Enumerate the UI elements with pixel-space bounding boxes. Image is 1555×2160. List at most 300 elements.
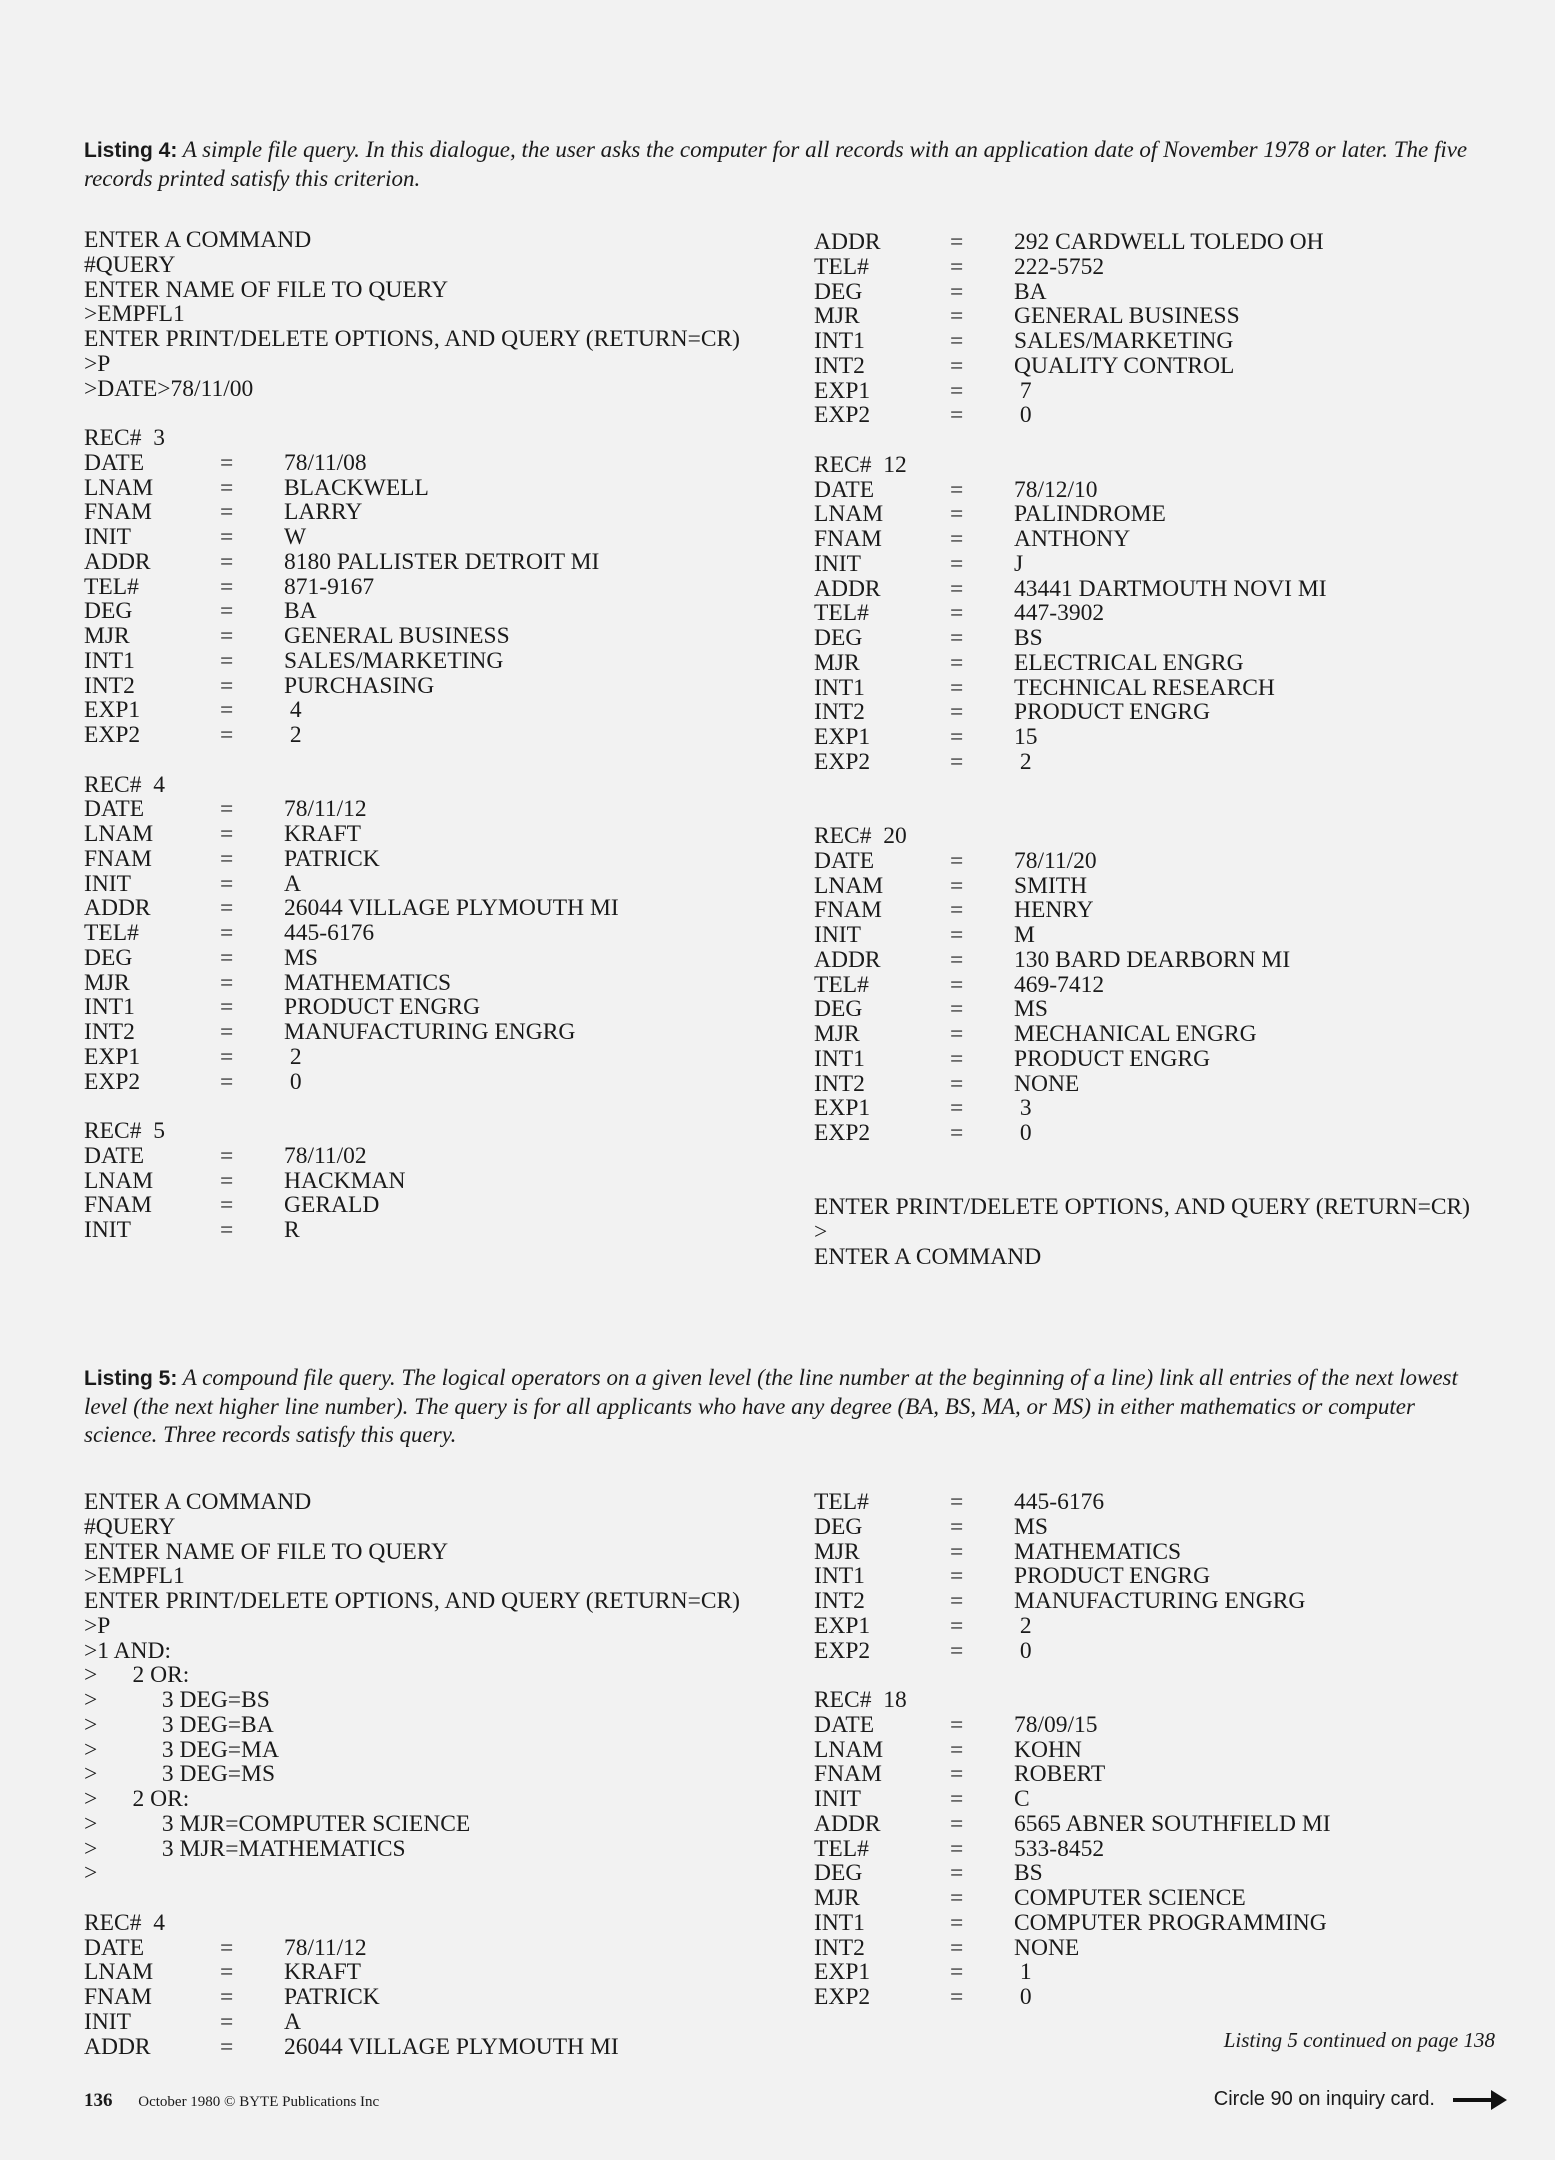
- field-name: INT2: [814, 1934, 865, 1961]
- equals-sign: =: [220, 845, 234, 872]
- field-name: EXP1: [814, 1095, 871, 1122]
- equals-sign: =: [950, 377, 964, 404]
- field-value: C: [1014, 1786, 1030, 1812]
- equals-sign: =: [950, 625, 964, 651]
- field-value: PRODUCT ENGRG: [1014, 1045, 1211, 1072]
- field-name: DATE: [84, 1934, 145, 1961]
- record-field-row: [814, 700, 1514, 725]
- field-name: ADDR: [814, 575, 881, 602]
- equals-sign: =: [950, 674, 964, 701]
- record-field-row: [814, 725, 1514, 750]
- equals-sign: =: [220, 796, 234, 823]
- equals-sign: =: [220, 499, 234, 526]
- field-name: MJR: [84, 623, 130, 649]
- field-name: FNAM: [84, 845, 152, 872]
- field-value: 26044 VILLAGE PLYMOUTH MI: [284, 895, 619, 922]
- field-value: 78/11/12: [284, 796, 367, 823]
- record-field-row: [84, 1020, 784, 1045]
- equals-sign: =: [950, 1120, 964, 1146]
- listing-line: > 3 DEG=BS: [84, 1687, 270, 1713]
- field-name: MJR: [814, 303, 860, 330]
- record-field-row: [814, 626, 1514, 651]
- listing-line: REC# 12: [814, 451, 907, 478]
- field-name: TEL#: [84, 573, 139, 600]
- field-value: BA: [1014, 278, 1047, 305]
- equals-sign: =: [950, 600, 964, 627]
- field-value: 871-9167: [284, 573, 375, 600]
- field-name: DEG: [84, 598, 133, 625]
- equals-sign: =: [950, 501, 964, 528]
- record-field-row: [814, 502, 1514, 527]
- field-value: 6565 ABNER SOUTHFIELD MI: [1014, 1810, 1331, 1837]
- equals-sign: =: [220, 697, 234, 724]
- equals-sign: =: [950, 1984, 964, 2010]
- record-field-row: [814, 1861, 1514, 1886]
- record-field-row: [84, 599, 784, 624]
- field-value: PATRICK: [284, 1984, 380, 2010]
- field-name: LNAM: [814, 1736, 884, 1763]
- record-field-row: [814, 527, 1514, 552]
- equals-sign: =: [220, 1142, 234, 1169]
- record-field-row: [814, 948, 1514, 973]
- field-name: DEG: [814, 625, 863, 651]
- field-value: 0: [1014, 402, 1032, 429]
- listing5-left-column: [84, 1490, 784, 2059]
- field-name: EXP2: [814, 1637, 871, 1664]
- listing5-label: Listing 5:: [84, 1367, 178, 1390]
- listing-line: >EMPFL1: [84, 1563, 185, 1590]
- listing-line: ENTER PRINT/DELETE OPTIONS, AND QUERY (RETURN=CR): [84, 1588, 741, 1614]
- equals-sign: =: [950, 649, 964, 676]
- record-field-row: [84, 723, 784, 748]
- field-name: INT1: [814, 1563, 865, 1590]
- field-value: ELECTRICAL ENGRG: [1014, 649, 1244, 676]
- record-field-row: [814, 1589, 1514, 1614]
- field-value: PRODUCT ENGRG: [1014, 699, 1211, 726]
- equals-sign: =: [950, 1489, 964, 1515]
- record-field-row: [84, 1070, 784, 1095]
- field-value: 130 BARD DEARBORN MI: [1014, 946, 1291, 973]
- equals-sign: =: [950, 1736, 964, 1763]
- equals-sign: =: [220, 920, 234, 946]
- field-value: GENERAL BUSINESS: [284, 623, 510, 649]
- field-name: DATE: [814, 1711, 875, 1738]
- listing4-text: A simple file query. In this dialogue, the user asks the computer for all records with an application date of November 1978 or later. The five records printed satisfy this criterion.: [84, 137, 1468, 191]
- listing-line: > 3 MJR=COMPUTER SCIENCE: [84, 1810, 471, 1837]
- field-value: TECHNICAL RESEARCH: [1014, 674, 1275, 701]
- listing-line: ENTER NAME OF FILE TO QUERY: [84, 1538, 449, 1565]
- record-field-row: [814, 1787, 1514, 1812]
- equals-sign: =: [220, 1192, 234, 1219]
- field-value: BA: [284, 598, 317, 625]
- field-name: DATE: [814, 847, 875, 874]
- listing5-right-column: [814, 1490, 1514, 2010]
- field-value: 0: [284, 1068, 302, 1095]
- listing-line: ENTER A COMMAND: [814, 1243, 1042, 1270]
- inquiry-text: Circle 90 on inquiry card.: [1213, 2088, 1435, 2110]
- equals-sign: =: [950, 699, 964, 726]
- field-value: KRAFT: [284, 1959, 362, 1986]
- record-field-row: [84, 1936, 784, 1961]
- record-field-row: [84, 525, 784, 550]
- equals-sign: =: [220, 449, 234, 476]
- field-value: 0: [1014, 1120, 1032, 1146]
- field-name: FNAM: [814, 526, 882, 552]
- field-name: DATE: [84, 796, 145, 823]
- field-name: INT2: [84, 672, 135, 699]
- field-name: EXP2: [814, 402, 871, 429]
- equals-sign: =: [950, 328, 964, 354]
- record-field-row: [814, 304, 1514, 329]
- equals-sign: =: [950, 1563, 964, 1590]
- field-name: INT2: [814, 352, 865, 379]
- record-field-row: [814, 1540, 1514, 1565]
- listing-line: > 2 OR:: [84, 1662, 190, 1689]
- record-field-row: [814, 1911, 1514, 1936]
- field-value: ANTHONY: [1014, 526, 1131, 552]
- field-name: MJR: [814, 649, 860, 676]
- record-field-row: [814, 1490, 1514, 1515]
- record-field-row: [84, 1045, 784, 1070]
- field-value: MECHANICAL ENGRG: [1014, 1021, 1257, 1047]
- field-name: ADDR: [814, 229, 881, 255]
- field-value: PRODUCT ENGRG: [1014, 1563, 1211, 1590]
- record-field-row: [814, 601, 1514, 626]
- equals-sign: =: [950, 1095, 964, 1122]
- equals-sign: =: [950, 946, 964, 973]
- record-field-row: [814, 849, 1514, 874]
- equals-sign: =: [950, 1070, 964, 1097]
- record-field-row: [814, 1936, 1514, 1961]
- listing-line: ENTER A COMMAND: [84, 227, 312, 253]
- equals-sign: =: [220, 1984, 234, 2010]
- field-value: GERALD: [284, 1192, 380, 1219]
- footer-left: [84, 2090, 379, 2112]
- equals-sign: =: [950, 971, 964, 998]
- field-value: BS: [1014, 625, 1043, 651]
- equals-sign: =: [950, 1959, 964, 1986]
- equals-sign: =: [950, 229, 964, 255]
- field-name: TEL#: [84, 920, 139, 946]
- listing-line: #QUERY: [84, 251, 176, 278]
- equals-sign: =: [950, 1835, 964, 1862]
- equals-sign: =: [950, 1711, 964, 1738]
- equals-sign: =: [950, 897, 964, 924]
- equals-sign: =: [220, 1043, 234, 1070]
- field-name: INIT: [84, 524, 131, 550]
- equals-sign: =: [220, 2008, 234, 2035]
- equals-sign: =: [950, 402, 964, 429]
- record-field-row: [84, 1169, 784, 1194]
- field-name: DEG: [814, 1860, 863, 1887]
- field-value: W: [284, 524, 307, 550]
- record-field-row: [814, 676, 1514, 701]
- equals-sign: =: [950, 1612, 964, 1639]
- field-value: SALES/MARKETING: [1014, 328, 1234, 354]
- equals-sign: =: [950, 1885, 964, 1911]
- field-value: COMPUTER PROGRAMMING: [1014, 1909, 1327, 1936]
- field-name: EXP2: [84, 1068, 141, 1095]
- field-value: R: [284, 1217, 300, 1243]
- field-value: GENERAL BUSINESS: [1014, 303, 1240, 330]
- record-field-row: [814, 1812, 1514, 1837]
- equals-sign: =: [220, 1019, 234, 1045]
- equals-sign: =: [950, 922, 964, 948]
- listing4-label: Listing 4:: [84, 139, 178, 162]
- field-value: ROBERT: [1014, 1761, 1106, 1788]
- record-field-row: [814, 379, 1514, 404]
- equals-sign: =: [950, 1810, 964, 1837]
- field-name: INT2: [814, 1588, 865, 1614]
- field-name: DATE: [814, 476, 875, 503]
- blank-line: [814, 1663, 1514, 1688]
- equals-sign: =: [950, 1021, 964, 1047]
- record-field-row: [814, 1985, 1514, 2010]
- listing-line: ENTER PRINT/DELETE OPTIONS, AND QUERY (RETURN=CR): [84, 326, 741, 352]
- equals-sign: =: [220, 2033, 234, 2060]
- field-name: EXP2: [814, 1120, 871, 1146]
- record-field-row: [814, 874, 1514, 899]
- equals-sign: =: [950, 1934, 964, 1961]
- record-field-row: [814, 1738, 1514, 1763]
- field-name: TEL#: [814, 600, 869, 627]
- equals-sign: =: [950, 1860, 964, 1887]
- record-field-row: [814, 1515, 1514, 1540]
- field-value: 3: [1014, 1095, 1032, 1122]
- blank-line: [84, 748, 784, 773]
- equals-sign: =: [220, 969, 234, 996]
- equals-sign: =: [950, 278, 964, 305]
- field-name: FNAM: [84, 499, 152, 526]
- record-field-row: [84, 1218, 784, 1243]
- listing-line: > 3 DEG=MS: [84, 1761, 276, 1788]
- equals-sign: =: [220, 474, 234, 501]
- listing-line: >EMPFL1: [84, 301, 185, 328]
- equals-sign: =: [950, 1513, 964, 1540]
- blank-line: [84, 1094, 784, 1119]
- field-value: 2: [284, 1043, 302, 1070]
- field-value: 445-6176: [1014, 1489, 1105, 1515]
- listing-line: >DATE>78/11/00: [84, 375, 254, 402]
- field-name: INIT: [814, 1786, 861, 1812]
- field-value: 78/11/02: [284, 1142, 367, 1169]
- field-name: INT1: [814, 1909, 865, 1936]
- equals-sign: =: [950, 1761, 964, 1788]
- equals-sign: =: [950, 1786, 964, 1812]
- arrow-right-icon: [1453, 2098, 1493, 2102]
- field-name: LNAM: [814, 501, 884, 528]
- field-name: TEL#: [814, 253, 869, 280]
- field-value: 2: [1014, 748, 1032, 775]
- listing-line: REC# 4: [84, 771, 165, 798]
- record-field-row: [84, 1985, 784, 2010]
- field-value: HACKMAN: [284, 1167, 406, 1194]
- field-name: INIT: [814, 922, 861, 948]
- listing-line: REC# 20: [814, 823, 907, 849]
- field-name: EXP1: [814, 377, 871, 404]
- equals-sign: =: [950, 1637, 964, 1664]
- field-value: 222-5752: [1014, 253, 1105, 280]
- field-name: FNAM: [84, 1192, 152, 1219]
- listing-line: ENTER PRINT/DELETE OPTIONS, AND QUERY (RETURN=CR): [814, 1194, 1471, 1221]
- record-field-row: [814, 750, 1514, 775]
- field-name: INT1: [814, 1045, 865, 1072]
- record-field-row: [814, 923, 1514, 948]
- record-field-row: [814, 280, 1514, 305]
- page-number: 136: [84, 2090, 113, 2111]
- field-value: MATHEMATICS: [1014, 1538, 1182, 1565]
- field-name: ADDR: [814, 946, 881, 973]
- record-field-row: [814, 1121, 1514, 1146]
- field-value: 26044 VILLAGE PLYMOUTH MI: [284, 2033, 619, 2060]
- equals-sign: =: [220, 598, 234, 625]
- field-value: 78/11/12: [284, 1934, 367, 1961]
- record-field-row: [84, 698, 784, 723]
- record-field-row: [814, 478, 1514, 503]
- record-field-row: [84, 624, 784, 649]
- equals-sign: =: [950, 303, 964, 330]
- equals-sign: =: [220, 722, 234, 748]
- listing-line: >P: [84, 350, 111, 377]
- equals-sign: =: [220, 895, 234, 922]
- record-field-row: [84, 2035, 784, 2060]
- equals-sign: =: [220, 1167, 234, 1194]
- equals-sign: =: [220, 524, 234, 550]
- record-field-row: [84, 500, 784, 525]
- equals-sign: =: [220, 821, 234, 847]
- field-name: ADDR: [84, 2033, 151, 2060]
- listing-line: REC# 3: [84, 425, 165, 451]
- blank-line: [814, 775, 1514, 800]
- field-name: INIT: [84, 1217, 131, 1243]
- listing-line: #QUERY: [84, 1513, 176, 1540]
- field-value: 469-7412: [1014, 971, 1105, 998]
- equals-sign: =: [220, 1934, 234, 1961]
- equals-sign: =: [220, 944, 234, 971]
- field-name: TEL#: [814, 971, 869, 998]
- field-value: MS: [1014, 1513, 1048, 1540]
- field-name: LNAM: [814, 872, 884, 899]
- record-field-row: [814, 1762, 1514, 1787]
- equals-sign: =: [220, 870, 234, 897]
- field-value: 1: [1014, 1959, 1032, 1986]
- record-field-row: [814, 552, 1514, 577]
- field-name: INT2: [84, 1019, 135, 1045]
- equals-sign: =: [950, 872, 964, 899]
- field-value: PURCHASING: [284, 672, 435, 699]
- field-name: MJR: [84, 969, 130, 996]
- field-value: 292 CARDWELL TOLEDO OH: [1014, 229, 1324, 255]
- equals-sign: =: [220, 994, 234, 1021]
- field-value: QUALITY CONTROL: [1014, 352, 1235, 379]
- equals-sign: =: [220, 573, 234, 600]
- field-name: FNAM: [814, 897, 882, 924]
- field-value: 7: [1014, 377, 1032, 404]
- record-field-row: [814, 230, 1514, 255]
- equals-sign: =: [950, 575, 964, 602]
- listing-line: > 3 DEG=MA: [84, 1736, 279, 1763]
- field-name: INIT: [84, 870, 131, 897]
- listing-line: >P: [84, 1612, 111, 1639]
- field-name: EXP1: [814, 1959, 871, 1986]
- field-value: 0: [1014, 1637, 1032, 1664]
- record-field-row: [84, 896, 784, 921]
- equals-sign: =: [220, 647, 234, 674]
- record-field-row: [814, 1047, 1514, 1072]
- field-value: 4: [284, 697, 302, 724]
- equals-sign: =: [950, 476, 964, 503]
- field-value: MANUFACTURING ENGRG: [1014, 1588, 1306, 1614]
- field-value: 0: [1014, 1984, 1032, 2010]
- equals-sign: =: [950, 724, 964, 750]
- field-value: HENRY: [1014, 897, 1094, 924]
- field-name: MJR: [814, 1538, 860, 1565]
- blank-line: [814, 799, 1514, 824]
- field-value: COMPUTER SCIENCE: [1014, 1885, 1246, 1911]
- record-field-row: [84, 476, 784, 501]
- field-name: EXP2: [814, 1984, 871, 2010]
- field-value: 2: [1014, 1612, 1032, 1639]
- field-value: 445-6176: [284, 920, 375, 946]
- record-field-row: [814, 577, 1514, 602]
- record-field-row: [814, 1713, 1514, 1738]
- field-name: EXP1: [84, 1043, 141, 1070]
- field-name: ADDR: [84, 548, 151, 575]
- record-field-row: [84, 649, 784, 674]
- record-field-row: [814, 403, 1514, 428]
- field-value: 43441 DARTMOUTH NOVI MI: [1014, 575, 1327, 602]
- record-field-row: [814, 1960, 1514, 1985]
- listing4-left-column: [84, 228, 784, 1243]
- equals-sign: =: [220, 1217, 234, 1243]
- field-value: 78/09/15: [1014, 1711, 1098, 1738]
- field-name: ADDR: [84, 895, 151, 922]
- record-field-row: [84, 674, 784, 699]
- record-field-row: [84, 1960, 784, 1985]
- equals-sign: =: [220, 1068, 234, 1095]
- equals-sign: =: [950, 352, 964, 379]
- listing-line: >: [84, 1860, 98, 1887]
- record-field-row: [84, 797, 784, 822]
- record-field-row: [84, 847, 784, 872]
- listing4-caption: [84, 136, 1494, 193]
- record-field-row: [814, 1614, 1514, 1639]
- field-value: KOHN: [1014, 1736, 1082, 1763]
- field-name: EXP1: [814, 1612, 871, 1639]
- equals-sign: =: [220, 1959, 234, 1986]
- field-name: EXP1: [814, 724, 871, 750]
- record-field-row: [84, 971, 784, 996]
- field-name: INT1: [814, 674, 865, 701]
- field-name: LNAM: [84, 1167, 154, 1194]
- field-value: MATHEMATICS: [284, 969, 452, 996]
- field-value: BLACKWELL: [284, 474, 429, 501]
- blank-line: [814, 1146, 1514, 1171]
- continued-note: Listing 5 continued on page 138: [1223, 2028, 1495, 2052]
- listing-line: ENTER A COMMAND: [84, 1489, 312, 1515]
- field-value: NONE: [1014, 1934, 1080, 1961]
- blank-line: [84, 1886, 784, 1911]
- record-field-row: [814, 1564, 1514, 1589]
- record-field-row: [84, 946, 784, 971]
- equals-sign: =: [220, 623, 234, 649]
- listing5-caption: [84, 1364, 1494, 1449]
- field-name: ADDR: [814, 1810, 881, 1837]
- field-name: LNAM: [84, 821, 154, 847]
- equals-sign: =: [950, 550, 964, 577]
- publication-line: October 1980 © BYTE Publications Inc: [138, 2094, 380, 2110]
- equals-sign: =: [220, 672, 234, 699]
